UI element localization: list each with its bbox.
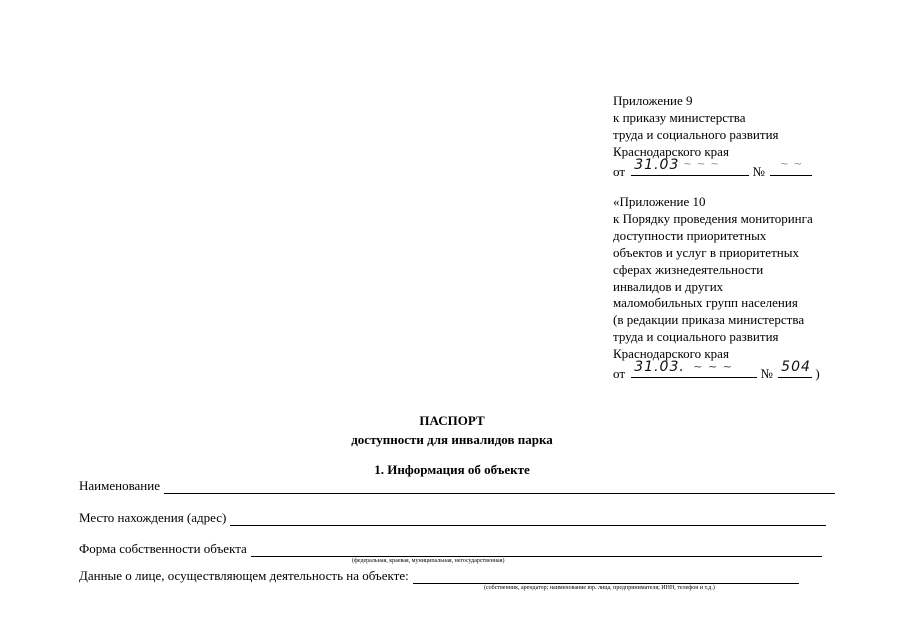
- number-label: №: [760, 366, 773, 382]
- appendix-9-date-number-line: [613, 156, 812, 181]
- from-label: от: [613, 366, 626, 382]
- handwritten-date: 31.03.: [634, 359, 685, 376]
- appendix-10-line: к Порядку проведения мониторинга: [613, 210, 813, 226]
- operator-label: Данные о лице, осуществляющем деятельность на объекте:: [79, 568, 409, 583]
- number-underline: [770, 158, 812, 176]
- from-label: от: [613, 163, 626, 179]
- name-blank-line: [164, 481, 835, 494]
- appendix-10-line: маломобильных групп населения: [613, 295, 798, 311]
- appendix-10-line: объектов и услуг в приоритетных: [613, 244, 799, 260]
- date-underline: [631, 156, 749, 176]
- handwritten-date-tail: ~ ~ ~: [693, 360, 733, 374]
- appendix-9-line: труда и социального развития: [613, 126, 779, 142]
- name-label: Наименование: [79, 478, 160, 493]
- operator-hint: (собственник, арендатор; наименование юр. лица, предпринимателя; ИНН, телефон и т.д.): [484, 585, 715, 591]
- ownership-hint: (федеральная, краевая, муниципальная, негосударственная): [352, 558, 505, 564]
- appendix-9-line: к приказу министерства: [613, 109, 746, 125]
- appendix-10-line: инвалидов и других: [613, 278, 724, 294]
- appendix-10-date-number-line: [613, 359, 820, 383]
- appendix-10-block: [613, 194, 893, 383]
- document-subtitle: доступности для инвалидов парка: [351, 432, 553, 447]
- appendix-10-line: труда и социального развития: [613, 329, 779, 345]
- number-underline: [778, 359, 812, 378]
- appendix-9-block: [613, 93, 893, 181]
- handwritten-number: ~ ~: [780, 158, 804, 170]
- handwritten-date: 31.03: [634, 156, 680, 173]
- operator-field: [79, 568, 799, 584]
- appendix-10-line: сферах жизнедеятельности: [613, 261, 764, 277]
- document-title: ПАСПОРТ: [419, 413, 485, 428]
- appendix-9-line: Краснодарского края: [613, 143, 729, 159]
- appendix-10-line: Краснодарского края: [613, 346, 729, 362]
- handwritten-number: 504: [781, 359, 811, 376]
- operator-blank-line: [413, 571, 799, 584]
- appendix-9-title: Приложение 9: [613, 93, 693, 108]
- name-field: [79, 478, 835, 494]
- section-heading: 1. Информация об объекте: [374, 462, 530, 477]
- ownership-label: Форма собственности объекта: [79, 541, 247, 556]
- address-field: [79, 510, 826, 526]
- address-blank-line: [230, 513, 826, 526]
- handwritten-date-tail: ~ ~ ~: [683, 158, 720, 170]
- address-label: Место нахождения (адрес): [79, 510, 227, 525]
- number-label: №: [752, 163, 765, 179]
- appendix-10-title: «Приложение 10: [613, 194, 706, 209]
- ownership-field: [79, 541, 822, 557]
- ownership-blank-line: [251, 544, 822, 557]
- closing-parenthesis: ): [815, 366, 820, 382]
- appendix-10-line: доступности приоритетных: [613, 227, 767, 243]
- appendix-10-line: (в редакции приказа министерства: [613, 312, 805, 328]
- date-underline: [631, 359, 757, 378]
